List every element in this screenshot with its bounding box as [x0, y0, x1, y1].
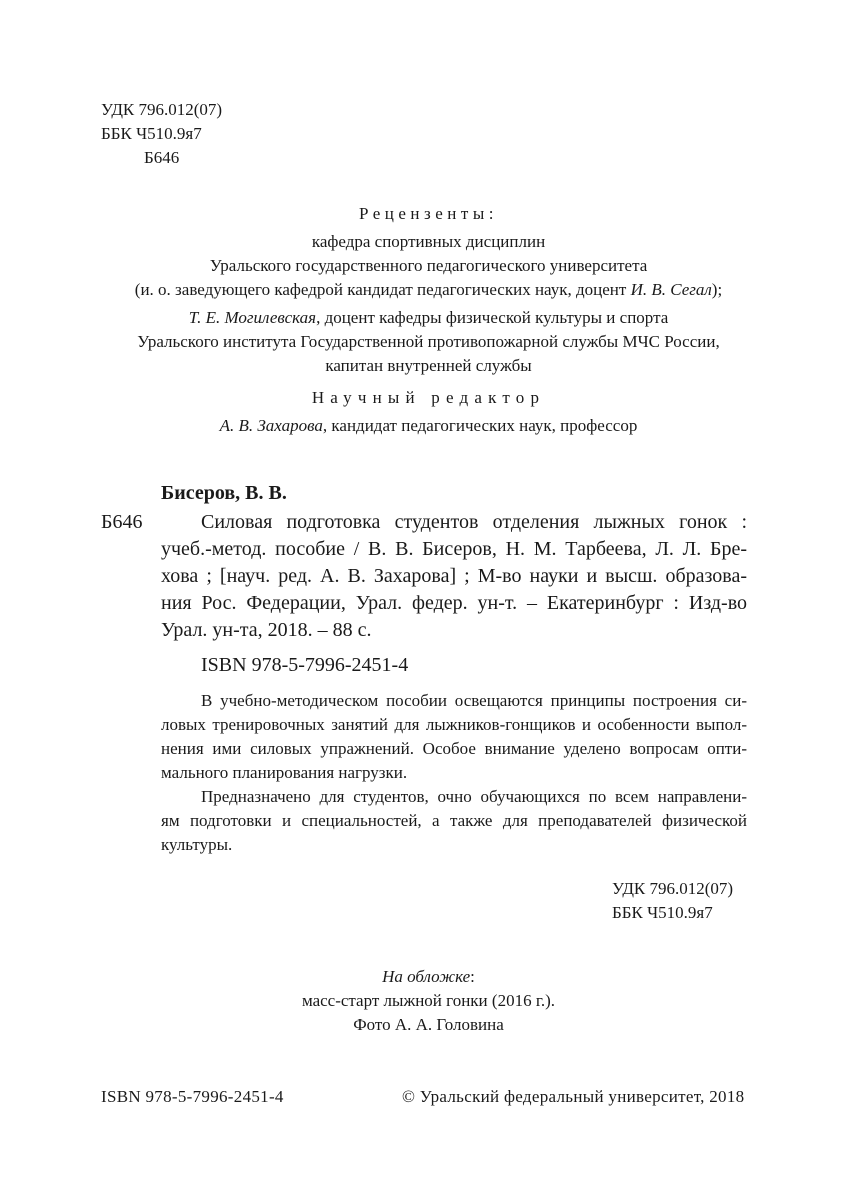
footer-copyright: © Уральский федеральный университет, 2018: [402, 1087, 745, 1106]
abstract-p1-line-4: мального планирования нагрузки.: [161, 763, 408, 782]
editor-heading: Научный редактор: [311, 388, 546, 407]
reviewer-segal-name: И. В. Сегал: [630, 280, 712, 299]
abstract-p1-line-3: нения ими силовых упражнений. Особое внимание уделено вопросам опти-: [161, 739, 747, 758]
footer-isbn: ISBN 978-5-7996-2451-4: [101, 1087, 284, 1106]
catalog-author: Бисеров, В. В.: [161, 482, 287, 504]
reviewers-line-4: [0, 306, 857, 330]
bottom-udc-code: УДК 796.012(07): [612, 879, 734, 898]
cover-line-2: Фото А. А. Головина: [353, 1015, 504, 1034]
reviewers-line-1: кафедра спортивных дисциплин: [311, 232, 546, 251]
reviewers-line-3-start: (и. о. заведующего кафедрой кандидат педагогических наук, доцент: [134, 280, 631, 299]
reviewers-line-5: Уральского института Государственной противопожарной службы МЧС России,: [137, 332, 720, 351]
reviewers-line-4-rest: , доцент кафедры физической культуры и спорта: [316, 308, 669, 327]
udc-code: УДК 796.012(07): [101, 100, 223, 119]
cover-heading-line: [0, 965, 857, 989]
reviewers-block: [0, 202, 857, 378]
cover-heading-colon: :: [470, 967, 475, 986]
catalog-line-5: Урал. ун-та, 2018. – 88 с.: [161, 619, 372, 641]
reviewers-line-6: капитан внутренней службы: [325, 356, 532, 375]
reviewers-line-2: Уральского государственного педагогического университета: [209, 256, 648, 275]
catalog-description: [161, 509, 747, 679]
cover-block: [0, 965, 857, 1037]
cover-heading: На обложке: [382, 967, 471, 986]
reviewers-line-3: [0, 278, 857, 302]
cover-line-1: масс-старт лыжной гонки (2016 г.).: [301, 991, 556, 1010]
reviewers-heading: Рецензенты:: [359, 204, 498, 223]
top-codes: [101, 98, 222, 170]
abstract-block: [161, 689, 747, 857]
abstract-p2-line-2: ям подготовки и специальностей, а также для преподавателей физической: [161, 811, 747, 830]
bbk-code: ББК Ч510.9я7: [101, 124, 202, 143]
reviewer-mogilevskaya-name: Т. Е. Могилевская: [188, 308, 317, 327]
editor-line: [0, 414, 857, 438]
abstract-p2-line-3: культуры.: [161, 835, 233, 854]
author-mark: Б646: [144, 148, 180, 167]
catalog-line-2: учеб.-метод. пособие / В. В. Бисеров, Н. М. Тарбеева, Л. Л. Бре-: [161, 538, 747, 560]
abstract-p1-line-2: ловых тренировочных занятий для лыжников-гонщиков и особенности выпол-: [161, 715, 747, 734]
catalog-isbn: ISBN 978-5-7996-2451-4: [201, 654, 409, 676]
bottom-bbk-code: ББК Ч510.9я7: [612, 903, 713, 922]
reviewers-line-3-end: );: [711, 280, 723, 299]
catalog-line-3: хова ; [науч. ред. А. В. Захарова] ; М-во науки и высш. образова-: [161, 565, 747, 587]
editor-rest: , кандидат педагогических наук, профессор: [322, 416, 638, 435]
bottom-codes: [612, 877, 733, 925]
editor-name: А. В. Захарова: [219, 416, 323, 435]
catalog-code: Б646: [101, 511, 143, 533]
editor-block: [0, 386, 857, 438]
abstract-p1-line-1: В учебно-методическом пособии освещаются принципы построения си-: [201, 691, 747, 710]
catalog-line-1: Силовая подготовка студентов отделения лыжных гонок :: [201, 511, 747, 533]
catalog-line-4: ния Рос. Федерации, Урал. федер. ун-т. – Екатеринбург : Изд-во: [161, 592, 747, 614]
abstract-p2-line-1: Предназначено для студентов, очно обучающихся по всем направлени-: [201, 787, 747, 806]
